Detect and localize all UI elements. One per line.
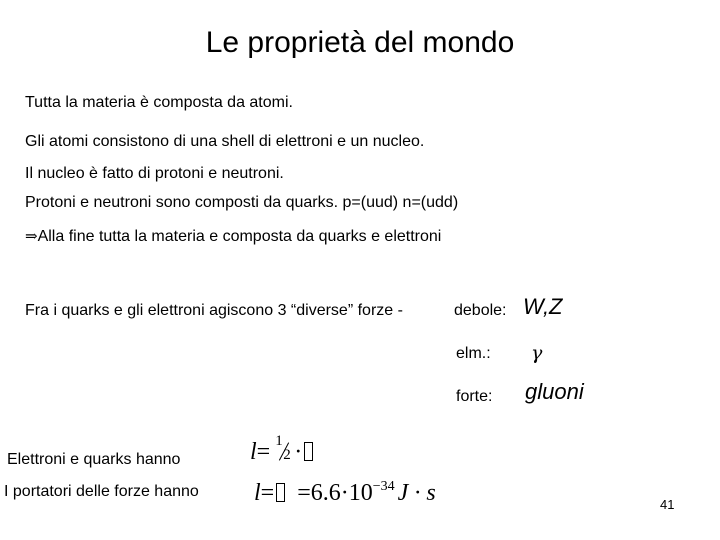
em-force-carrier: γ [531,342,543,364]
spin-integer-formula: $l= =6.6\cdot 10^{-34}$ J · s [254,479,436,506]
spin-fermions-label: Elettroni e quarks hanno [7,451,181,468]
conclusion [25,227,441,246]
statement-atoms: Tutta la materia è composta da atomi. [25,94,293,111]
spin-half-formula: l= 1 2 · [250,439,313,466]
spin-carriers-label: I portatori delle forze hanno [4,483,199,500]
one-half-fraction: 1 2 [275,433,291,463]
weak-force-carrier: W,Z [523,294,563,319]
forces-intro: Fra i quarks e gli elettroni agiscono 3 “diverse” forze - [25,302,403,319]
statement-nucleus: Il nucleo è fatto di protoni e neutroni. [25,165,284,182]
strong-force-carrier: gluoni [525,379,584,404]
hbar-symbol-icon [304,442,313,461]
statement-quarks: Protoni e neutroni sono composti da quarks. p=(uud) n=(udd) [25,194,459,211]
hbar-symbol-icon [276,483,285,502]
slide-title: Le proprietà del mondo [205,26,515,59]
page-number: 41 [660,497,675,512]
strong-force-label: forte: [456,388,493,405]
statement-shell-nucleus: Gli atomi consistono di una shell di elettroni e un nucleo. [25,133,425,150]
implies-arrow-icon: ⇒ [25,227,38,245]
weak-force-label: debole: [454,302,507,319]
conclusion-text: Alla fine tutta la materia e composta da quarks e elettroni [37,228,442,245]
em-force-label: elm.: [456,345,491,362]
